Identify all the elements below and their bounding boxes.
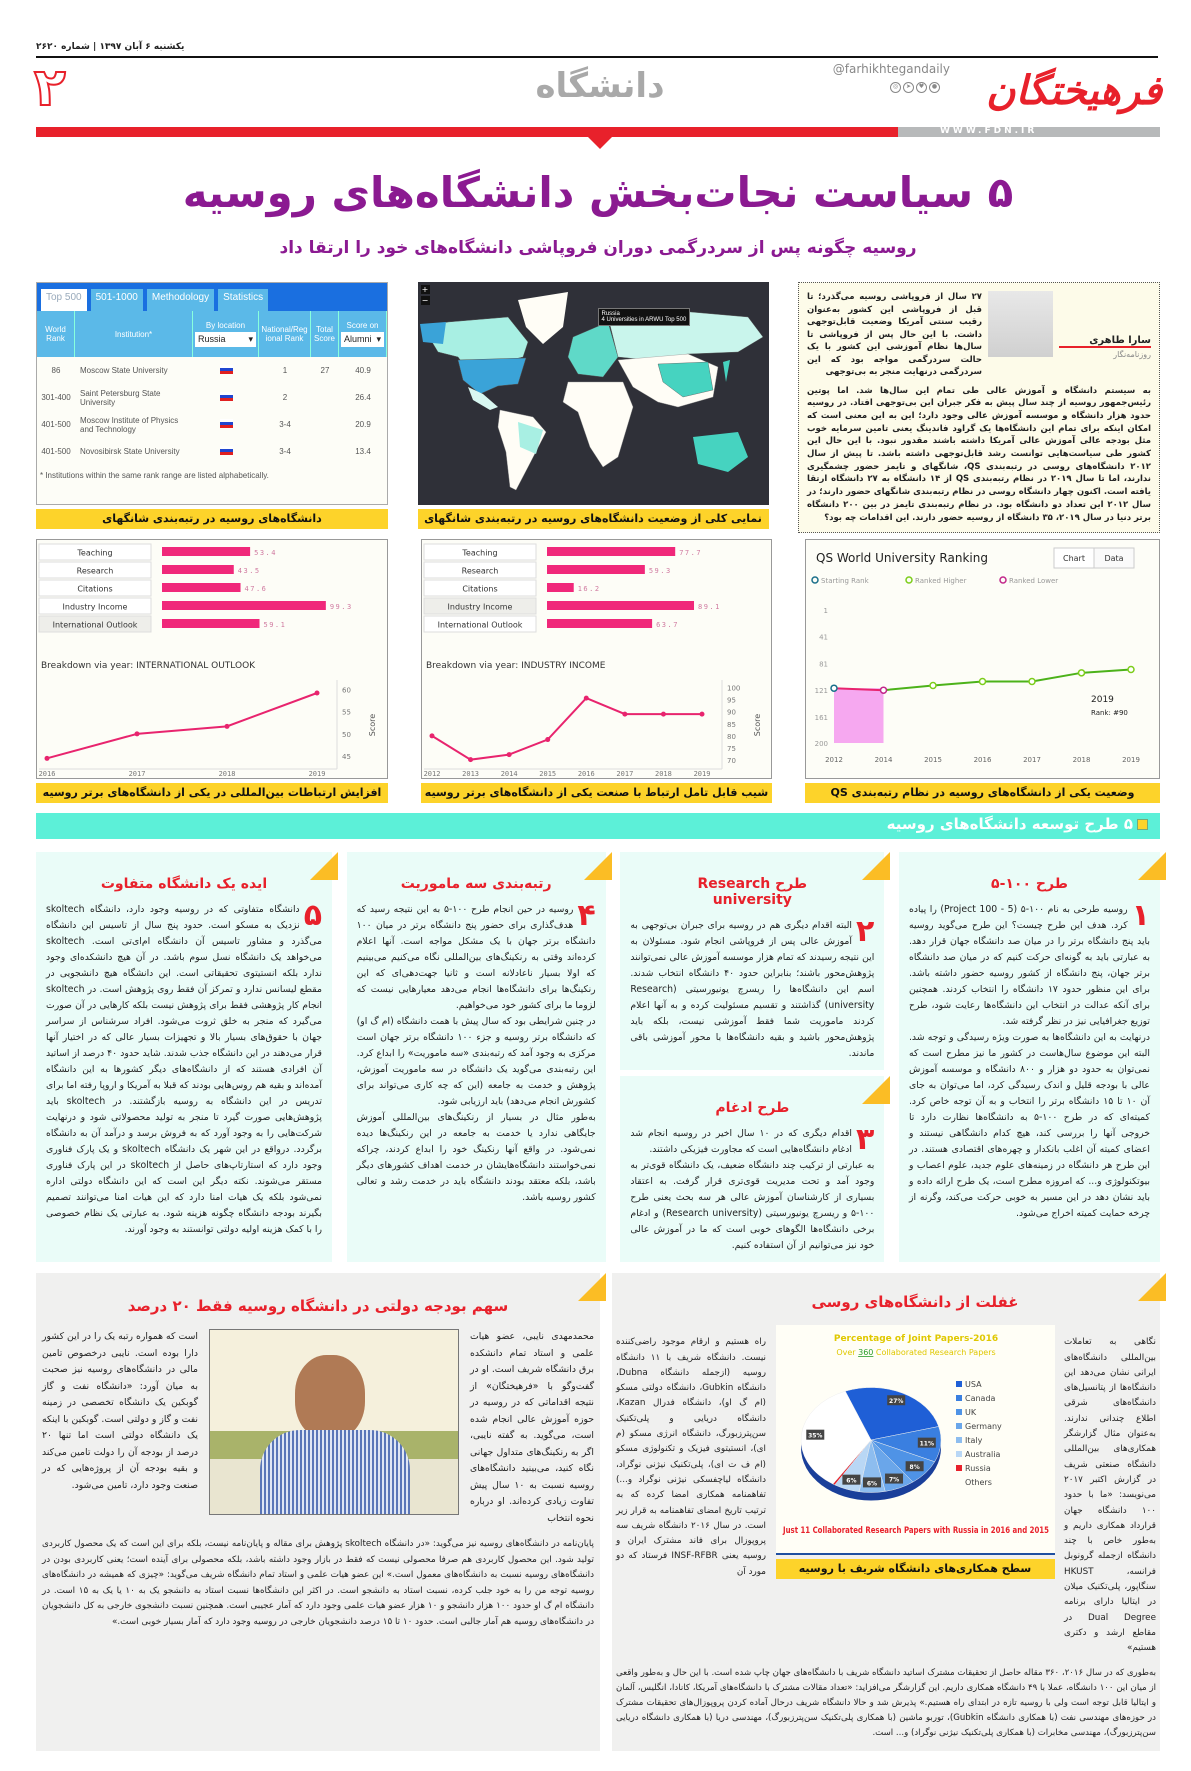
budget-text-right: محمدمهدی نایبی، عضو هیات علمی و استاد تمام دانشکده برق دانشگاه شریف است. او در گفت‌وگو با «فرهیختگان» از نتیجه اقداماتی که در روسیه در حوزه آموزش عالی انجام شده است، می‌گوید. به گفته نایبی، اگر به رنکینگ‌های متداول جهانی نگاه کنید، می‌بینید دانشگاه‌های روسیه نسبت به ۱۰ سال پیش تفاوت زیادی کرده‌اند. او درباره نحوه انتخاب <box>470 1331 594 1524</box>
greenland <box>518 292 568 344</box>
bar-label: Citations <box>462 584 498 594</box>
legend-label: USA <box>964 1380 982 1390</box>
x-tick-label: 2019 <box>693 770 711 779</box>
chart-panel-international-outlook <box>36 539 388 779</box>
square-bullet-icon <box>1137 819 1148 830</box>
legend-label: Germany <box>964 1422 1002 1432</box>
africa <box>563 382 633 467</box>
chart-button-label: Chart <box>1063 554 1085 564</box>
header-total-score: Total Score <box>311 311 339 357</box>
header-national-rank: National/Regional Rank <box>259 311 311 357</box>
author-name: سارا طاهری <box>1059 335 1151 348</box>
header-bar <box>36 127 898 137</box>
y-tick-label: 121 <box>814 687 828 696</box>
bar-value-label: 77.7 <box>679 549 703 558</box>
chart-cell <box>36 539 388 803</box>
data-point <box>622 712 627 717</box>
data-point <box>1029 679 1035 685</box>
slice-label: 8% <box>909 1464 920 1472</box>
plan-3 <box>620 1076 884 1262</box>
cell-score: 13.4 <box>355 447 371 456</box>
data-point <box>315 691 320 696</box>
social-handle: @farhikhtegandaily <box>832 62 950 76</box>
slice-label: 35% <box>807 1432 822 1440</box>
plans-band-title <box>887 815 1148 833</box>
x-tick-label: 2018 <box>1072 756 1091 765</box>
y-tick-label: 75 <box>727 745 736 754</box>
corner-icon <box>584 852 612 880</box>
plan-2 <box>620 852 884 1070</box>
cell-score: 40.9 <box>355 366 371 375</box>
interviewee-photo <box>209 1329 459 1515</box>
data-point <box>980 679 986 685</box>
y-tick-label: 161 <box>814 714 828 723</box>
data-point <box>584 696 589 701</box>
charts-row <box>36 539 1160 803</box>
bar <box>162 583 241 592</box>
data-point <box>545 737 550 742</box>
russia-flag-icon <box>220 365 233 374</box>
line-chart-title: Breakdown via year: INTERNATIONAL OUTLOOK <box>41 661 256 672</box>
x-tick-label: 2015 <box>539 770 557 779</box>
cell-flag <box>193 419 259 430</box>
pie-caption: سطح همکاری‌های دانشگاه شریف با روسیه <box>776 1559 1055 1579</box>
data-point <box>225 724 230 729</box>
legend-label: Ranked Lower <box>1009 577 1059 586</box>
chart-qs-ranking <box>806 540 1159 778</box>
russia-flag-icon <box>220 419 233 428</box>
chart-industry-income <box>422 540 771 778</box>
cell-score: 26.4 <box>355 393 371 402</box>
cell-national-rank: 3-4 <box>279 447 291 456</box>
cell-rank: 301-400 <box>41 393 71 402</box>
score-on-select[interactable] <box>341 332 384 347</box>
legend-label: Russia <box>964 1464 991 1474</box>
x-tick-label: 2019 <box>1122 756 1140 765</box>
photo-shirt <box>260 1430 410 1515</box>
y-tick-label: 81 <box>819 660 828 669</box>
x-tick-label: 2018 <box>654 770 672 779</box>
cell-total-score: 27 <box>320 366 330 375</box>
plan-number: ۲ <box>856 914 875 950</box>
ranked-lower-area <box>834 688 884 743</box>
tab-top-500[interactable]: Top 500 <box>41 289 87 311</box>
subtitle-part: Over <box>835 1348 858 1358</box>
plans-row <box>36 852 1160 1262</box>
location-value: Russia <box>198 334 226 344</box>
cell-national-rank: 1 <box>282 366 288 375</box>
cell-flag <box>193 365 259 376</box>
russia-flag-icon <box>220 392 233 401</box>
ranking-table-cell <box>36 282 388 529</box>
bar-label: Industry Income <box>447 602 513 612</box>
tab-statistics[interactable]: Statistics <box>218 289 268 311</box>
author-block <box>1059 291 1151 359</box>
chart-panel-industry-income <box>421 539 772 779</box>
cell-institution[interactable]: Moscow Institute of Physics and Technology <box>80 415 179 434</box>
cell-national-rank: 3-4 <box>279 420 291 429</box>
y-tick-label: 1 <box>823 607 828 616</box>
legend-swatch <box>956 1395 962 1401</box>
budget-text-bottom: پایان‌نامه در دانشگاه‌های روسیه نیز می‌گوید: «در دانشگاه skoltech پژوهش برای مقاله و پایان‌نامه نیست، بلکه برای این است که یک محصول کاربردی تولید شود. این محصول کاربردی هم صرفا محصولی نیست که فقط در بازار وجود داشته باشد، بلکه محصولی برای آینده است؛ یعنی کاربردی بودن در دانشگاه‌های روسیه نسبت به دانشگاه‌های معمول است.» این عضو هیات علمی و استاد تمام دانشگاه شریف می‌گوید: «چیزی که همیشه در دانشگاه‌های روسیه توجه من را به خود جلب کرده، نسبت استاد به دانشجو است. در اکثر این دانشگاه‌ها نسبت استاد به دانشجو یک به ۱۰ یا یک به ۱۵ است. در دانشگاه ام گ او حدود ۱۰۰ هزار دانشجو و ۱۰ هزار عضو هیات علمی وجود دارد که آمار عجیبی است. همچنین نسبت دانشجوی خارجی به کل دانشجویان در دانشگاه‌های روسیه هم آمار جالبی است. حدود ۱۰ تا ۱۵ درصد دانشجویان خارجی در روسیه وجود دارد که آمار بسیار خوبی است.» <box>42 1539 595 1627</box>
australia <box>693 432 748 472</box>
bar <box>547 619 652 628</box>
europe <box>568 322 618 377</box>
data-point <box>468 757 473 762</box>
corner-icon <box>310 852 338 880</box>
x-tick-label: 2016 <box>973 756 992 765</box>
intro-top <box>807 291 1151 379</box>
data-point <box>661 712 666 717</box>
bar <box>547 565 645 574</box>
legend-label: Australia <box>964 1450 1000 1460</box>
plans-band <box>36 813 1160 839</box>
website-url[interactable]: WWW.FDN.IR <box>940 126 1038 136</box>
dropdown-arrow-icon: ▾ <box>376 334 381 344</box>
author-photo <box>988 291 1053 357</box>
data-point <box>45 756 50 761</box>
newspaper-logo: فرهیختگان <box>986 68 1162 114</box>
x-tick-label: 2016 <box>38 770 56 779</box>
location-label: By location <box>205 321 246 330</box>
world-map[interactable] <box>418 282 769 505</box>
bar-label: Research <box>461 566 499 576</box>
x-tick-label: 2017 <box>1023 756 1041 765</box>
subheadline: روسیه چگونه پس از سردرگمی دوران فروپاشی دانشگاه‌های خود را ارتقا داد <box>279 238 917 258</box>
y-tick-label: 80 <box>727 733 736 742</box>
band-title-text: ۵ طرح توسعه دانشگاه‌های روسیه <box>886 815 1133 834</box>
bar-label: Citations <box>77 584 113 594</box>
plan-4 <box>347 852 606 1262</box>
data-point <box>507 752 512 757</box>
bar-label: International Outlook <box>52 620 138 630</box>
plan-1 <box>899 852 1160 1262</box>
budget-title: سهم بودجه دولتی در دانشگاه روسیه فقط ۲۰ درصد <box>127 1297 509 1316</box>
table-caption: دانشگاه‌های روسیه در رتبه‌بندی شانگهای <box>36 509 388 529</box>
budget-text-left: است که همواره رتبه یک را در این کشور دارا بوده است. نایبی درخصوص تامین مالی در دانشگاه‌های روسیه نیز صحبت به میان آورد: «دانشگاه نفت و گاز گوبکین یک دانشگاه تخصصی در زمینه نفت و گاز و دولتی است. گوبکین با اینکه یک دانشگاه دولتی است اما تنها ۲۰ درصد از بودجه آن را دولت تامین می‌کند و بقیه بودجه آن از پروژه‌هایی که در صنعت وجود دارد، تامین می‌شود. <box>42 1331 198 1491</box>
plan-number: ۳ <box>856 1122 875 1158</box>
data-button-label: Data <box>1104 554 1124 564</box>
neglect-text-middle: راه هستیم و ارقام موجود راضی‌کننده نیست. دانشگاه شریف با ۱۱ دانشگاه روسیه (ازجمله دانشگاه Dubna، دانشگاه Gubkin، دانشگاه دولتی مسکو (ام گ او)، دانشگاه فدرال Kazan، دانشگاه دریایی و پلی‌تکنیک سن‌پترزبورگ، دانشگاه انرژی مسکو (م ای)، انستیتوی فیزیک و تکنولوژی مسکو (ام ف ت ای)، پلی‌تکنیک نیژنی نوگراد، دانشگاه لیاچفسکی نیژنی نوگراد و...) تفاهمنامه همکاری امضا کرده که به ترتیب تاریخ امضای تفاهمنامه به قرار زیر است. در سال ۲۰۱۶ دانشگاه شریف سه پروپوزال برای فاند مشترک ایران و روسیه یعنی INSF-RFBR فرستاد که دو مورد آن <box>616 1337 766 1577</box>
corner-icon <box>578 1273 606 1301</box>
slice-label: 27% <box>888 1398 903 1406</box>
x-tick-label: 2016 <box>577 770 595 779</box>
chart-caption: افزایش ارتباطات بین‌المللی در یکی از دانشگاه‌های برتر روسیه <box>36 783 388 803</box>
pie-subtitle <box>836 1348 995 1357</box>
page-content <box>36 282 1160 1771</box>
subtitle-part: Collaborated Research Papers <box>872 1348 996 1358</box>
data-point <box>930 683 936 689</box>
bottom-row <box>36 1273 1160 1751</box>
south-america <box>498 410 546 490</box>
neglect-text-right: نگاهی به تعاملات بین‌المللی دانشگاه‌های ایرانی نشان می‌دهد این دانشگاه‌ها از پتانسیل‌های دانشگاه‌های شرقی اطلاع چندانی ندارند. به‌عنوان مثال گزارشگر همکاری‌های بین‌المللی دانشگاه صنعتی شریف در گزارش اکتبر ۲۰۱۷ می‌نویسد: «ما با حدود ۱۰۰ دانشگاه جهان قرارداد همکاری داریم و به‌طور خاص با چند دانشگاه ازجمله گرونوبل فرانسه، HKUST سنگاپور، پلی‌تکنیک میلان در ایتالیا دارای برنامه Dual Degree در مقاطع ارشد و دکتری هستیم» <box>1064 1337 1156 1654</box>
section-title: دانشگاه <box>535 66 665 106</box>
line-chart-title: Breakdown via year: INDUSTRY INCOME <box>426 661 606 672</box>
plan-number: ۴ <box>577 898 596 934</box>
table-row <box>37 438 387 465</box>
pie-chart-panel <box>776 1325 1055 1555</box>
bar <box>162 619 260 628</box>
x-tick-label: 2017 <box>128 770 146 779</box>
y-tick-label: 200 <box>814 740 828 749</box>
chart-cell <box>421 539 772 803</box>
zoom-out-button[interactable]: − <box>421 296 429 305</box>
x-tick-label: 2019 <box>308 770 326 779</box>
bar <box>162 601 326 610</box>
top-row <box>36 282 1160 533</box>
plan-title: رتبه‌بندی سه ماموریت <box>400 876 552 893</box>
y-tick-label: 85 <box>727 721 736 730</box>
legend-swatch <box>956 1451 962 1457</box>
data-point <box>881 687 887 693</box>
page-number: ۲ <box>34 58 66 118</box>
budget-columns <box>42 1329 594 1527</box>
neglect-title: غفلت از دانشگاه‌های روسی <box>811 1293 1019 1312</box>
plan-number: ۵ <box>303 898 322 934</box>
slice-label: 7% <box>888 1476 899 1484</box>
plan-text: البته اقدام دیگری هم در روسیه برای جبران بی‌توجهی به آموزش عالی پس از فروپاشی انجام شود. مسئولان به این نتیجه رسیدند که تمام هزار موسسه آموزش عالی نمی‌توانند پژوهش‌محور باشند؛ بنابراین حدود ۴۰ دانشگاه انتخاب شدند. اسم این دانشگاه‌ها را ریسرچ یونیورسیتی (Research university) گذاشتند و تقسیم مسئولیت کرده و به آنها اعلام کردند ماموریت شما فقط آموزشی نیست، بلکه باید پژوهش‌محور باشید و بقیه دانشگاه‌ها با محور آموزشی باقی ماندند. <box>630 920 875 1060</box>
y-tick-label: 50 <box>342 731 351 740</box>
bar-label: International Outlook <box>437 620 523 630</box>
corner-icon <box>1138 852 1166 880</box>
table-row <box>37 384 387 411</box>
chart-caption: شیب قابل تامل ارتباط با صنعت یکی از دانشگاه‌های برتر روسیه <box>421 783 772 803</box>
bar-label: Industry Income <box>62 602 128 612</box>
legend-label: Italy <box>964 1436 982 1446</box>
y-tick-label: 90 <box>727 708 736 717</box>
data-point <box>700 712 705 717</box>
bar-label: Teaching <box>77 548 113 558</box>
cell-rank: 401-500 <box>41 420 71 429</box>
table-row <box>37 411 387 438</box>
legend-marker <box>812 577 818 583</box>
bar-value-label: 59.1 <box>263 621 287 630</box>
table-body <box>37 357 387 465</box>
data-point <box>430 734 435 739</box>
japan <box>723 360 730 382</box>
cell-rank: 401-500 <box>41 447 71 456</box>
data-point <box>1128 667 1134 673</box>
neglect-center <box>776 1293 1055 1579</box>
x-tick-label: 2013 <box>462 770 480 779</box>
cell-institution[interactable]: Saint Petersburg State University <box>80 388 161 407</box>
x-tick-label: 2017 <box>616 770 634 779</box>
header-notch <box>588 137 612 149</box>
y-tick-label: 41 <box>819 633 828 642</box>
bar-value-label: 63.7 <box>656 621 679 630</box>
bar <box>547 601 694 610</box>
bar-value-label: 47.6 <box>244 585 268 594</box>
intro-body: به سیستم دانشگاه و آموزش عالی طی تمام این سال‌ها شد. اما پوتین رئیس‌جمهور روسیه از چند سال پیش به فکر جبران این بی‌توجهی افتاد. در روسیه حدود هزار دانشگاه و موسسه آموزش عالی وجود دارد؛ این به این معنی است که امکان اینکه برای تمام این دانشگاه‌ها یک گراود فاندینگ یعنی تامین سرمایه خوب مثل بودجه عالی آموزش عالی آمریکا داشته باشند مقدور نبود. با این حال این کشور طی سیاست‌هایی توانست رشد قابل‌توجهی داشته باشد. تا پیش از سال ۲۰۱۲ دانشگاه‌های روسی در رتبه‌بندی QS، شانگهای و تایمز حضور چشمگیری ندارند، اما تا سال ۲۰۱۹ در نظام رتبه‌بندی QS از ۱۴ دانشگاه به ۲۷ دانشگاه ارتقا یافته است. اکنون چهار دانشگاه روسی در نظام رتبه‌بندی شانگهای حضور دارند؛ در سال ۲۰۱۲ این تعداد دو دانشگاه بود. در نظام رتبه‌بندی تایمز در بین ۲۰۰ دانشگاه برتر دنیا در سال ۲۰۱۹، ۳۵ دانشگاه از روسیه حضور دارند. این اقدامات چه بود؟ <box>807 385 1151 523</box>
bar-value-label: 59.3 <box>648 567 672 576</box>
chart-caption: وضعیت یکی از دانشگاه‌های روسیه در نظام رتبه‌بندی QS <box>805 783 1160 803</box>
bar <box>162 565 234 574</box>
neglect-columns <box>616 1293 1156 1656</box>
header-score-on <box>339 311 387 357</box>
x-tick-label: 2015 <box>924 756 942 765</box>
ranked-higher-line <box>884 670 1132 691</box>
plan-title: طرح ۱۰۰-۵ <box>991 876 1068 893</box>
series-line <box>432 698 702 760</box>
legend-marker <box>906 577 912 583</box>
map-tooltip <box>598 308 691 326</box>
bar-value-label: 53.4 <box>254 549 277 558</box>
legend-swatch <box>956 1479 962 1485</box>
bar-value-label: 89.1 <box>698 603 721 612</box>
dropdown-arrow-icon: ▾ <box>248 334 253 344</box>
x-tick-label: 2014 <box>500 770 518 779</box>
chart-cell <box>805 539 1160 803</box>
legend-swatch <box>956 1423 962 1429</box>
header-institution: Institution* <box>75 311 193 357</box>
legend-swatch <box>956 1465 962 1471</box>
legend-label: Ranked Higher <box>915 577 967 586</box>
table-footnote: * Institutions within the same rank range are listed alphabetically. <box>40 471 269 480</box>
bar-label: Teaching <box>462 548 498 558</box>
pie-chart <box>776 1325 1055 1553</box>
header-world-rank: World Rank <box>37 311 75 357</box>
y-tick-label: 100 <box>727 684 741 693</box>
cell-national-rank: 2 <box>282 393 288 402</box>
pie-title: Percentage of Joint Papers-2016 <box>833 1334 998 1345</box>
map-graphic <box>418 282 769 505</box>
plan-text: دانشگاه متفاوتی که در روسیه وجود دارد، دانشگاه skoltech نزدیک به مسکو است. حدود پنج سال از تاسیس این دانشگاه می‌گذرد و مشاور تاسیس آن دانشگاه ام‌ای‌تی است. skoltech می‌خواهد یک دانشگاه نسل سوم باشد. در آن هیچ دانشکده‌ای وجود ندارد بلکه انستیتوی تحقیقاتی است. این دانشگاه هیچ دانشجویی در مقطع لیسانس ندارد و تمرکز آن فقط روی پژوهش است. در skoltech انجام کار پژوهشی فقط برای پژوهش نیست بلکه کارهایی در آن صورت می‌گیرد که منجر به خلق ثروت می‌شود. افراد سرشناس از سراسر جهان با حقوق‌های بسیار بالا و تجهیزات بسیار عالی که در اختیار آنها قرار می‌دهند در این دانشگاه جذب شدند. شاید حدود ۴۰ درصد از اساتید آن افرادی هستند که از دانشگاه‌های دیگر کشورها به این دانشگاه آمده‌اند و بقیه هم روس‌هایی بودند که قبلا به آمریکا و اروپا رفته اما برای تدریس در این دانشگاه به روسیه بازگشتند. در skoltech باید پژوهش‌هایی صورت گیرد تا منجر به تولید محصولاتی شود و درنهایت شرکت‌هایی را به وجود آورد که به فروش برسد و درآمد آن به دانشگاه برگردد. درواقع در این شهر یک دانشگاه skoltech و یک پارک فناوری وجود دارد که استارتاپ‌های حاصل از skoltech در این پارک فناوری مستقر می‌شوند. نکته دیگر این است که این دانشگاه دولتی اداره نمی‌شود بلکه یک هیات امنا دارد که این هیات امنا می‌توانند تصمیم بگیرند بودجه دانشگاه چگونه هزینه شود. به عبارتی یک نظام خصوصی را با کمک هزینه اولیه دولتی توانستند به وجود آورند. <box>46 904 322 1236</box>
x-tick-label: 2012 <box>825 756 843 765</box>
map-cell <box>418 282 769 529</box>
score-on-value: Alumni <box>344 334 372 344</box>
cell-institution[interactable]: Novosibirsk State University <box>80 447 180 456</box>
plan-text: اقدام دیگری که در ۱۰ سال اخیر در روسیه انجام شد ادغام دانشگاه‌هایی است که مجاورت فیزیکی داشتند. به عبارتی از ترکیب چند دانشگاه ضعیف، یک دانشگاه قوی‌تر به وجود آمد و تحت مدیریت قوی‌تری قرار گرفت. به اعتقاد بسیاری از کارشناسان آموزش عالی هر سه بحث یعنی طرح ۱۰۰-۵ و ریسرچ یونیورسیتی (Research university) و ادغام برخی دانشگاه‌ها الگوهای خوبی است که ما در آموزش عالی خود نیز می‌توانیم از آن استفاده کنیم. <box>630 1128 875 1252</box>
neglect-article <box>612 1273 1160 1751</box>
russia-flag-icon <box>220 446 233 455</box>
plans-stack <box>620 852 884 1262</box>
legend-swatch <box>956 1409 962 1415</box>
table-row <box>37 357 387 384</box>
bar-value-label: 43.5 <box>237 567 261 576</box>
issue-date: یکشنبه ۶ آبان ۱۳۹۷ | شماره ۲۶۲۰ <box>36 42 185 52</box>
plan-title: طرح Research university <box>697 876 808 909</box>
alaska <box>420 322 446 344</box>
plan-text: روسیه در حین انجام طرح ۱۰۰-۵ به این نتیجه رسید که هدف‌گذاری برای حضور پنج دانشگاه برتر در میان ۱۰۰ دانشگاه برتر جهان با یک مشکل مواجه است. آنها اعلام کرده‌اند وقتی به رنکینگ‌های بین‌المللی نگاه می‌کنیم می‌بینیم که اولا بسیار ناعادلانه است و ثانیا جهت‌دهی‌ای که این رنکینگ‌ها برای دانشگاه‌ها انجام می‌دهد معیارهایی نیست که لزوما ما برای کشور خود می‌خواهیم. در چنین شرایطی بود که سال پیش با همت دانشگاه (ام گ او) که دانشگاه برتر روسیه و جزء ۱۰۰ دانشگاه برتر جهان است مرکزی به وجود آمد که رتبه‌بندی «سه ماموریت» را ابداع کرد. این رتبه‌بندی می‌گوید یک دانشگاه در سه ماموریت آموزش، پژوهش و خدمت به جامعه (این که چه کاری می‌تواند برای کشورش انجام می‌دهد) باید ارزیابی شود. به‌طور مثال در بسیار از رنکینگ‌های بین‌المللی آموزش جایگاهی ندارد یا خدمت به جامعه در این رنکینگ‌ها دیده نمی‌شود. در واقع آنها رنکینگ خود را ابداع کردند، چراکه نمی‌خواستند دانشگاه‌هایشان در خدمت اهداف کشورهای دیگر باشد، بلکه معتقد بودند دانشگاه باید در خدمت رشد و تعالی کشور روسیه باشد. <box>356 904 596 1204</box>
data-point <box>831 685 837 691</box>
chart-title: QS World University Ranking <box>816 551 988 566</box>
tooltip-text: 4 Universities in ARWU Top 500 <box>601 317 687 323</box>
corner-icon <box>862 1076 890 1104</box>
y-tick-label: 70 <box>727 757 736 766</box>
annotation-rank: Rank: #90 <box>1091 709 1128 718</box>
y-tick-label: 55 <box>342 708 351 717</box>
legend-label: Canada <box>964 1394 995 1404</box>
zoom-in-button[interactable]: + <box>421 285 429 294</box>
corner-icon <box>862 852 890 880</box>
intro-lead: ۲۷ سال از فروپاشی روسیه می‌گذرد؛ تا قبل از فروپاشی این کشور به‌عنوان رقیب سنتی آمریکا وضعیت قابل‌توجهی داشت. با این حال پس از فروپاشی تا سال‌ها نظام آموزشی این کشور با یک حالت سردرگمی مواجه بود که این سردرگمی درنهایت منجر به بی‌توجهی <box>807 292 982 377</box>
header-location <box>193 311 259 357</box>
slice-label: 11% <box>919 1440 934 1448</box>
intro-box <box>798 282 1160 533</box>
y-tick-label: 45 <box>342 753 351 762</box>
slice-label: 6% <box>866 1480 877 1488</box>
tooltip-title: Russia <box>601 311 620 317</box>
chart-international-outlook <box>37 540 387 778</box>
ranking-table <box>36 282 388 505</box>
y-axis-label: Score <box>753 714 762 737</box>
plan-title: ایده یک دانشگاه متفاوت <box>100 876 268 893</box>
telegram-icon: ➤ <box>903 82 914 93</box>
cell-score: 20.9 <box>355 420 371 429</box>
neglect-text-bottom: به‌طوری که در سال ۲۰۱۶، ۳۶۰ مقاله حاصل از تحقیقات مشترک اساتید دانشگاه شریف با دانشگاه‌های جهان چاپ شده است. با این حال و به‌طور واقعی از میان این ۱۰۰ دانشگاه، عملا با ۴۹ دانشگاه همکاری داریم. این گزارشگر می‌افزاید: «تعداد مقالات مشترک با دانشگاه‌های آمریکا، کانادا، انگلیس، آلمان و ایتالیا قابل توجه است ولی با روسیه تازه در ابتدای راه هستیم.» پذیرش شد و حالا دانشگاه شریف درحال آماده کردن پروپوزال‌های تحقیقات مشترک در حوزه‌های مهندسی نفت (با همکاری دانشگاه Gubkin)، توربو ماشین (با همکاری پلی‌تکنیک سن‌پترزبورگ)، مهندسی دریا (با همکاری دانشگاه دریایی سن‌پترزبورگ)، مهندسی مخابرات (با همکاری پلی‌تکنیک نیژنی نوگراد) و... است. <box>616 1668 1157 1739</box>
bar <box>162 547 250 556</box>
plan-5 <box>36 852 332 1262</box>
budget-article <box>36 1273 600 1751</box>
plan-title: طرح ادغام <box>715 1100 790 1117</box>
y-axis-label: Score <box>368 714 377 737</box>
data-point <box>1079 670 1085 676</box>
tab-501-1000[interactable]: 501-1000 <box>91 289 143 311</box>
series-line <box>47 693 317 758</box>
slice-label: 6% <box>845 1477 856 1485</box>
location-select[interactable] <box>195 332 256 347</box>
instagram-icon: ◎ <box>890 82 901 93</box>
cell-institution[interactable]: Moscow State University <box>80 366 168 375</box>
twitter-icon: ♥ <box>916 82 927 93</box>
pie-annotation: Just 11 Collaborated Research Papers with Russia in 2016 and 2015 <box>781 1526 1049 1537</box>
bar-value-label: 99.3 <box>329 603 353 612</box>
legend-label: Others <box>964 1478 992 1488</box>
map-caption: نمایی کلی از وضعیت دانشگاه‌های روسیه در رتبه‌بندی شانگهای <box>418 509 769 529</box>
ranking-tabs <box>37 283 387 311</box>
bar <box>547 547 675 556</box>
corner-icon <box>1138 1273 1166 1301</box>
chart-panel-qs-ranking <box>805 539 1160 779</box>
author-role: روزنامه‌نگار <box>1113 350 1151 359</box>
x-tick-label: 2014 <box>874 756 893 765</box>
usa <box>458 358 526 394</box>
tab-methodology[interactable]: Methodology <box>147 289 214 311</box>
bar-label: Research <box>76 566 114 576</box>
x-tick-label: 2018 <box>218 770 236 779</box>
subtitle-part: 360 <box>857 1348 873 1358</box>
social-icons <box>890 82 940 93</box>
plan-number: ۱ <box>1131 898 1150 934</box>
data-point <box>135 732 140 737</box>
plan-text: روسیه طرحی به نام ۱۰۰-۵ (5 - 100 Project) را پیاده کرد. هدف این طرح چیست؟ این طرح می‌گوید روسیه باید پنج دانشگاه برتر را در میان صد دانشگاه جهان قرار دهد. به عبارتی باید به گونه‌ای حرکت کنیم که در میان صد دانشگاه برتر جهان، پنج دانشگاه از کشور روسیه حضور داشته باشد. برای این منظور حدود ۱۷ دانشگاه را انتخاب کردند. همچنین برای آنکه عدالت در انتخاب این دانشگاه‌ها رعایت شود، طرح توزیع جغرافیایی نیز در نظر گرفته شد. درنهایت به این دانشگاه‌ها به صورت ویژه رسیدگی و توجه شد. البته این موضوع سال‌هاست در کشور ما نیز مطرح است که نمی‌توان به حدود دو هزار و ۸۰۰ دانشگاه و موسسه آموزش عالی با بودجه قلیل و اندک رسیدگی کرد، اما می‌توان به جای آن ۱۰ تا ۱۵ دانشگاه برتر را انتخاب و به آن توجه خاص کرد. کمیته‌ای که در طرح ۱۰۰-۵ به دانشگاه‌ها نظارت دارد تا خروجی آنها را بررسی کند، هیچ کدام دانشگاهی نیستند و اعضای کمیته آن اغلب بانکدار و چهره‌های اقتصادی هستند. در این طرح هر دانشگاه در زمینه‌های علوم جدید، علوم اعصاب و بیوتکنولوژی و... که امروزه مطرح است، یک طرح ارائه داده و باید نشان دهد در این مسیر به خوبی حرکت می‌کند، وگرنه از چرخه حمایت کمیته اخراج می‌شود. <box>908 904 1150 1220</box>
aparat-icon: ● <box>929 82 940 93</box>
x-tick-label: 2012 <box>423 770 441 779</box>
y-tick-label: 60 <box>342 686 351 695</box>
bar-value-label: 16.2 <box>577 585 601 594</box>
legend-swatch <box>956 1381 962 1387</box>
legend-marker <box>1000 577 1006 583</box>
annotation-year: 2019 <box>1091 695 1114 706</box>
score-on-label: Score on <box>346 321 379 330</box>
photo-face <box>295 1355 365 1440</box>
legend-label: Starting Rank <box>821 577 869 586</box>
y-tick-label: 95 <box>727 696 736 705</box>
cell-flag <box>193 446 259 457</box>
legend-label: UK <box>964 1408 976 1418</box>
table-header <box>37 311 387 357</box>
bar <box>547 583 574 592</box>
cell-rank: 86 <box>51 366 61 375</box>
headline: ۵ سیاست نجات‌بخش دانشگاه‌های روسیه <box>182 168 1014 217</box>
legend-swatch <box>956 1437 962 1443</box>
cell-flag <box>193 392 259 403</box>
